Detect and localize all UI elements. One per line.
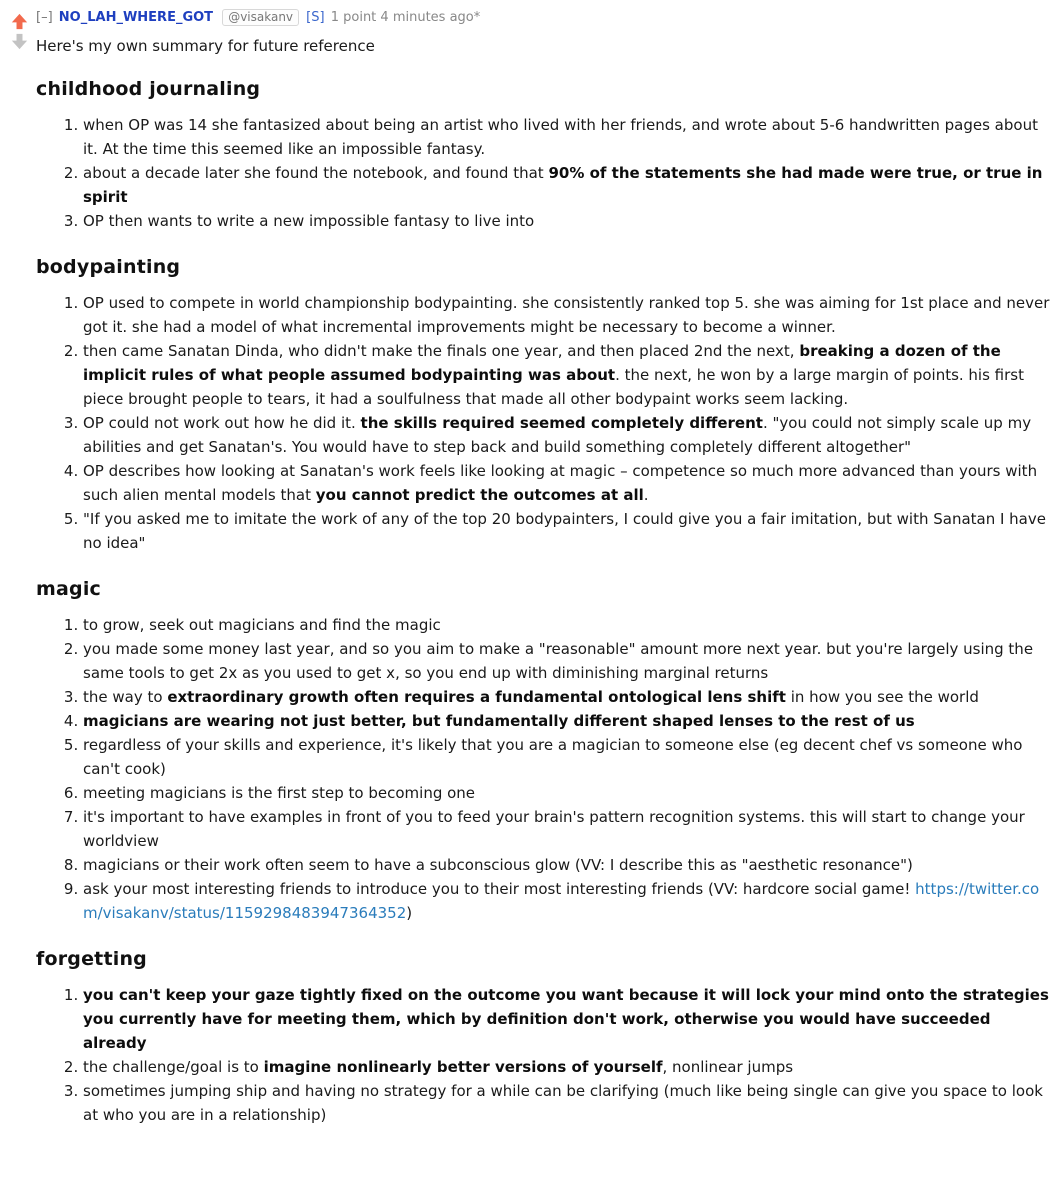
- list-item: [83, 877, 1051, 925]
- text-run: "If you asked me to imitate the work of any of the top 20 bodypainters, I could give you a fair imitation, but with Sanatan I have no idea": [83, 510, 1046, 552]
- bold-text-run: extraordinary growth often requires a fundamental ontological lens shift: [167, 688, 786, 706]
- list-item: [83, 411, 1051, 459]
- section-heading: magic: [36, 578, 101, 600]
- list-item: [83, 685, 1051, 709]
- text-run: then came Sanatan Dinda, who didn't make the finals one year, and then placed 2nd the next,: [83, 342, 800, 360]
- section-heading: forgetting: [36, 948, 147, 970]
- text-run: ask your most interesting friends to introduce you to their most interesting friends (VV: hardcore social game!: [83, 880, 916, 898]
- text-run: it's important to have examples in front of you to feed your brain's pattern recognition systems. this will start to change your worldview: [83, 808, 1025, 850]
- text-run: you made some money last year, and so you aim to make a "reasonable" amount more next year. but you're largely using the same tools to get 2x as you used to get x, so you end up with diminishing marginal returns: [83, 640, 1034, 682]
- list-item: [83, 507, 1051, 555]
- text-run: .: [643, 486, 649, 504]
- text-run: ): [406, 904, 413, 922]
- handle-badge[interactable]: @visakanv: [222, 9, 299, 26]
- twitter-link[interactable]: https://twitter.com/visakanv/status/1159298483947364352: [83, 880, 1040, 922]
- list-item: [83, 805, 1051, 853]
- text-run: . "you could not simply scale up my abilities and get Sanatan's. You would have to step back and build something completely different altogether": [83, 414, 1032, 456]
- list-item: [83, 637, 1051, 685]
- text-run: the challenge/goal is to: [83, 1058, 264, 1076]
- text-run: in how you see the world: [785, 688, 979, 706]
- score-text: 1 point: [330, 10, 377, 25]
- text-run: to grow, seek out magicians and find the magic: [83, 616, 441, 634]
- comment-sections: [36, 78, 1051, 1127]
- text-run: OP could not work out how he did it.: [83, 414, 361, 432]
- bold-text-run: 90% of the statements she had made were true, or true in spirit: [83, 164, 1043, 206]
- text-run: the way to: [83, 688, 168, 706]
- username-link[interactable]: NO_LAH_WHERE_GOT: [58, 10, 214, 25]
- list-item: [83, 733, 1051, 781]
- comment-intro: Here's my own summary for future reference: [36, 37, 375, 55]
- text-run: , nonlinear jumps: [662, 1058, 794, 1076]
- bold-text-run: the skills required seemed completely different: [360, 414, 763, 432]
- text-run: magicians or their work often seem to have a subconscious glow (VV: I describe this as "aesthetic resonance"): [83, 856, 913, 874]
- list-item: [83, 983, 1051, 1055]
- list-item: [83, 613, 1051, 637]
- text-run: when OP was 14 she fantasized about being an artist who lived with her friends, and wrote about 5-6 handwritten pages about it. At the time this seemed like an impossible fantasy.: [83, 116, 1038, 158]
- list-item: [83, 161, 1051, 209]
- list-item: [83, 291, 1051, 339]
- text-run: OP describes how looking at Sanatan's work feels like looking at magic – competence so much more advanced than yours with such alien mental models that: [83, 462, 1038, 504]
- section-list: [36, 113, 1051, 233]
- list-item: [83, 781, 1051, 805]
- collapse-toggle[interactable]: [–]: [36, 10, 53, 25]
- text-run: meeting magicians is the first step to becoming one: [83, 784, 476, 802]
- list-item: [83, 1055, 1051, 1079]
- bold-text-run: magicians are wearing not just better, but fundamentally different shaped lenses to the rest of us: [83, 712, 915, 730]
- text-run: OP used to compete in world championship bodypainting. she consistently ranked top 5. she was aiming for 1st place and never got it. she had a model of what incremental improvements might be necessary to become a winner.: [83, 294, 1050, 336]
- list-item: [83, 339, 1051, 411]
- text-run: sometimes jumping ship and having no strategy for a while can be clarifying (much like being single can give you space to look at who you are in a relationship): [83, 1082, 1043, 1124]
- text-run: . the next, he won by a large margin of points. his first piece brought people to tears, it had a soulfulness that made all other bodypaint works seem lacking.: [83, 366, 1024, 408]
- comment-tagline: [36, 4, 1051, 26]
- section-heading: bodypainting: [36, 256, 181, 278]
- bold-text-run: you cannot predict the outcomes at all: [315, 486, 644, 504]
- list-item: [83, 1079, 1051, 1127]
- text-run: OP then wants to write a new impossible fantasy to live into: [83, 212, 535, 230]
- text-run: about a decade later she found the notebook, and found that: [83, 164, 549, 182]
- bold-text-run: breaking a dozen of the implicit rules of what people assumed bodypainting was about: [83, 342, 1001, 384]
- upvote-arrow-icon[interactable]: [11, 13, 28, 30]
- bold-text-run: you can't keep your gaze tightly fixed on the outcome you want because it will lock your mind onto the strategies you currently have for meeting them, which by definition don't work, otherwise you would have succeeded already: [83, 986, 1049, 1052]
- list-item: [83, 459, 1051, 507]
- list-item: [83, 209, 1051, 233]
- text-run: regardless of your skills and experience, it's likely that you are a magician to someone else (eg decent chef vs someone who can't cook): [83, 736, 1023, 778]
- list-item: [83, 709, 1051, 733]
- bold-text-run: imagine nonlinearly better versions of yourself: [263, 1058, 663, 1076]
- list-item: [83, 853, 1051, 877]
- comment-content: [32, 4, 1051, 1131]
- section-list: [36, 291, 1051, 555]
- section-list: [36, 613, 1051, 925]
- vote-column: [6, 4, 32, 50]
- timestamp-text: 4 minutes ago*: [380, 10, 481, 25]
- section-heading: childhood journaling: [36, 78, 261, 100]
- submitter-badge: [S]: [306, 10, 325, 25]
- section-list: [36, 983, 1051, 1127]
- list-item: [83, 113, 1051, 161]
- downvote-arrow-icon[interactable]: [11, 33, 28, 50]
